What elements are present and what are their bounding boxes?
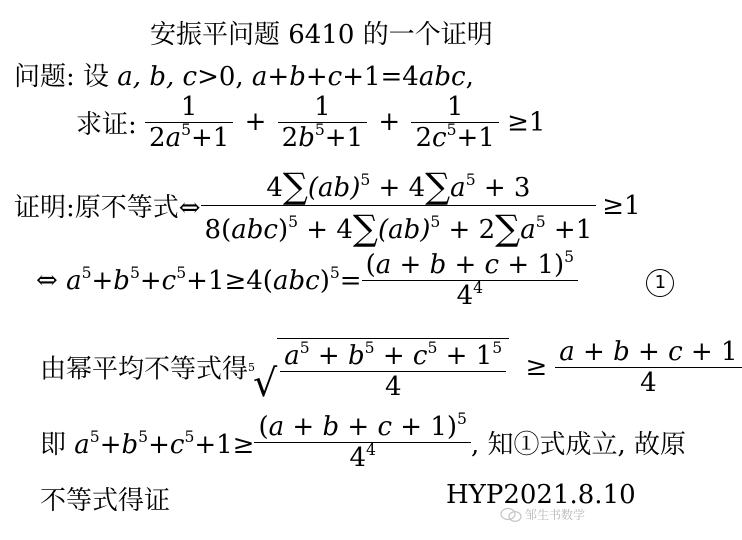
- step3-fraction: [254, 412, 470, 473]
- claim-denominator-a: $2a^5+1$: [149, 121, 230, 153]
- plus-sign: +: [378, 106, 401, 137]
- proof-rhs: ≥1: [602, 190, 641, 221]
- wechat-icon: [500, 508, 522, 522]
- step2-rhs-fraction: [555, 337, 741, 398]
- claim-rhs: ≥1: [507, 107, 546, 138]
- claim-denominator-b: $2b^5+1$: [281, 121, 364, 153]
- claim-numerator: 1: [411, 92, 498, 123]
- claim-fraction-b: [278, 92, 367, 153]
- radicand-numerator: $a^5 + b^5 + c^5 + 1^5$: [280, 341, 506, 372]
- step1-denominator: $4^4$: [456, 279, 484, 311]
- problem-cond-mid: 1=4: [363, 62, 419, 92]
- signature: HYP2021.8.10: [446, 480, 636, 510]
- step1-line: [36, 250, 674, 311]
- problem-vars: a, b, c: [117, 62, 198, 92]
- fifth-root: [248, 332, 509, 405]
- step3-numerator: $(a + b + c + 1)^5$: [254, 412, 470, 443]
- page-title: 安振平问题 6410 的一个证明: [150, 20, 493, 50]
- proof-line: [14, 164, 641, 250]
- claim-label: 求证:: [76, 110, 137, 140]
- step2-line: [40, 332, 742, 405]
- step1-lhs: $a^5+b^5+c^5+1\ge 4(abc)^5=$: [66, 263, 362, 296]
- step1-fraction: [362, 250, 578, 311]
- proof-numerator: $4\sum(ab)^5 + 4\sum a^5 + 3$: [201, 164, 597, 206]
- root-index: 5: [248, 360, 256, 374]
- problem-line: [14, 56, 474, 93]
- watermark-text: 邹生书数学: [525, 508, 586, 522]
- conclusion-text: 不等式得证: [40, 486, 171, 516]
- claim-numerator: 1: [145, 92, 233, 123]
- ge-symbol: ≥: [525, 352, 548, 382]
- iff-symbol: ⇔: [36, 265, 58, 296]
- step3-tail: , 知①式成立, 故原: [470, 430, 687, 460]
- claim-line: [76, 92, 545, 153]
- plus-sign: +: [244, 106, 267, 137]
- proof-label: 证明:原不等式⇔: [14, 193, 201, 223]
- problem-positive: >0,: [197, 62, 252, 92]
- claim-fraction-a: [145, 92, 233, 153]
- claim-fraction-c: [411, 92, 498, 153]
- problem-cond-end: ,: [465, 62, 474, 92]
- proof-denominator: $8(abc)^5 + 4\sum(ab)^5 + 2\sum a^5 +1$: [204, 208, 593, 250]
- proof-fraction: [201, 164, 597, 250]
- step1-numerator: $(a + b + c + 1)^5$: [362, 250, 578, 281]
- step2-rhs-denominator: 4: [640, 367, 657, 398]
- radicand: [277, 338, 509, 402]
- claim-denominator-c: $2c^5+1$: [415, 121, 495, 153]
- step3-line: [40, 412, 686, 473]
- problem-cond-abc: abc: [418, 62, 466, 92]
- step3-lhs: 即 $a^5+b^5+c^5+1\ge$: [40, 428, 255, 460]
- radicand-denominator: 4: [384, 372, 402, 402]
- watermark: [500, 506, 585, 523]
- problem-label: 问题:: [14, 62, 75, 92]
- radicand-fraction: [280, 341, 506, 402]
- equation-tag: 1: [646, 269, 674, 297]
- problem-setup: 设: [83, 62, 118, 92]
- step2-label: 由幂平均不等式得: [40, 354, 249, 385]
- problem-cond-lhs: a+b+c+: [251, 62, 364, 92]
- step3-denominator: $4^4$: [349, 441, 376, 473]
- radical-sign: √: [253, 361, 278, 405]
- claim-numerator: 1: [278, 92, 367, 123]
- step2-rhs-numerator: a + b + c + 1: [555, 337, 741, 368]
